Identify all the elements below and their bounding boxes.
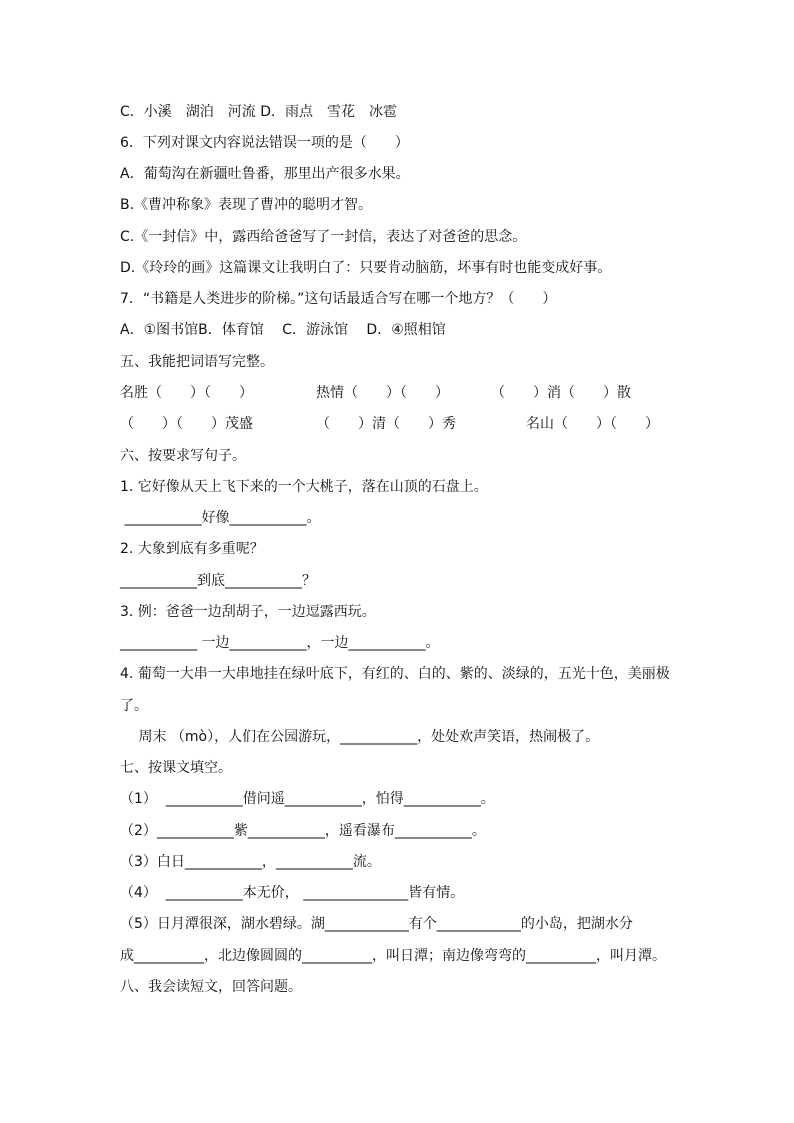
sentence-task-1-blank: ___________好像___________。 <box>120 510 321 526</box>
sentence-task-3-blank: ___________ 一边___________，一边___________。 <box>120 635 440 651</box>
fill-in-1: （1） ___________借问遥___________，怕得___________。 <box>120 791 495 807</box>
section-8-heading: 八、我会读短文，回答问题。 <box>120 979 302 995</box>
sentence-task-2-blank: ___________到底___________？ <box>120 573 316 589</box>
section-7-heading: 七、按课文填空。 <box>120 760 232 776</box>
fill-in-4: （4） ___________本无价， _______________皆有情。 <box>120 885 465 901</box>
section-5-heading: 五、我能把词语写完整。 <box>120 354 274 370</box>
option-line-c-d: C．小溪 湖泊 河流 D．雨点 雪花 冰雹 <box>120 104 398 120</box>
question-6: 6．下列对课文内容说法错误一项的是（ ） <box>120 135 409 151</box>
sentence-task-2: 2. 大象到底有多重呢？ <box>120 541 264 557</box>
question-7: 7．“书籍是人类进步的阶梯。”这句话最适合写在哪一个地方？（ ） <box>120 291 557 307</box>
fill-in-5-continued: 成__________，北边像圆圆的__________，叫日潭；南边像弯弯的__________，叫月潭。 <box>120 948 666 964</box>
fill-in-2: （2）___________紫___________，遥看瀑布___________。 <box>120 823 486 839</box>
sentence-task-4-blank: 周末 （mò），人们在公园游玩，___________，处处欢声笑语，热闹极了。 <box>120 729 600 745</box>
sentence-task-3: 3. 例：爸爸一边刮胡子，一边逗露西玩。 <box>120 604 376 620</box>
sentence-task-4: 4. 葡萄一大串一大串地挂在绿叶底下，有红的、白的、紫的、淡绿的，五光十色，美丽极 <box>120 666 670 682</box>
question-6-option-b: B.《曹冲称象》表现了曹冲的聪明才智。 <box>120 197 373 213</box>
question-6-option-d: D.《玲玲的画》这篇课文让我明白了：只要肯动脑筋，坏事有时也能变成好事。 <box>120 260 612 276</box>
fill-in-3: （3）白日___________，___________流。 <box>120 854 381 870</box>
sentence-task-1: 1. 它好像从天上飞下来的一个大桃子，落在山顶的石盘上。 <box>120 479 488 495</box>
question-6-option-a: A．葡萄沟在新疆吐鲁番，那里出产很多水果。 <box>120 166 410 182</box>
sentence-task-4-continued: 了。 <box>120 698 148 714</box>
fill-in-5: （5）日月潭很深，湖水碧绿。湖____________有个____________的小岛，把湖水分 <box>120 916 633 932</box>
word-completion-row-2: （ ）（ ）茂盛 （ ）清（ ）秀 名山（ ）（ ） <box>120 416 659 432</box>
question-6-option-c: C.《一封信》中，露西给爸爸写了一封信，表达了对爸爸的思念。 <box>120 229 527 245</box>
section-6-heading: 六、按要求写句子。 <box>120 448 246 464</box>
word-completion-row-1: 名胜（ ）（ ） 热情（ ）（ ） （ ）消（ ）散 <box>120 385 631 401</box>
question-7-options: A．①图书馆B．体育馆 C．游泳馆 D．④照相馆 <box>120 322 446 338</box>
